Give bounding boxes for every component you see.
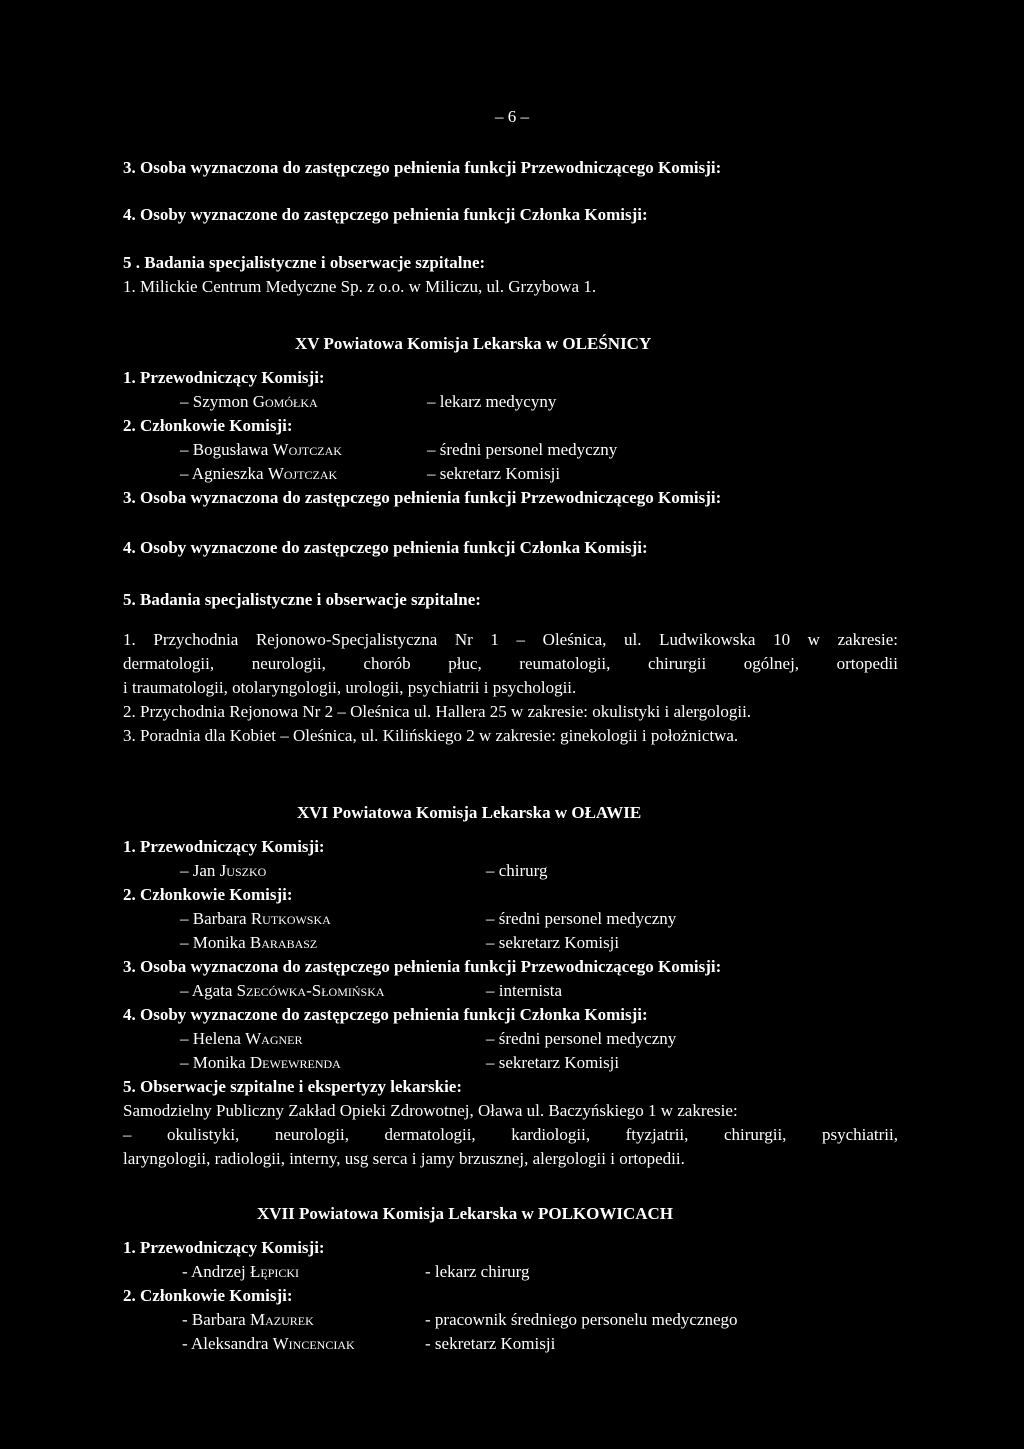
xvii-chair-heading: 1. Przewodniczący Komisji:	[123, 1238, 325, 1257]
xv-member-role: – sekretarz Komisji	[427, 464, 561, 483]
xvi-member-role: – sekretarz Komisji	[486, 933, 620, 952]
xv-clinic-1-line-1: 1. Przychodnia Rejonowo-Specjalistyczna Nr 1 – Oleśnica, ul. Ludwikowska 10 w zakresie:	[123, 630, 898, 649]
xv-deputy-members-heading: 4. Osoby wyznaczone do zastępczego pełnienia funkcji Członka Komisji:	[123, 538, 648, 557]
xv-clinic-1-line-3: i traumatologii, otolaryngologii, urologii, psychiatrii i psychologii.	[123, 678, 577, 697]
xvii-member-role: - pracownik średniego personelu medycznego	[425, 1310, 738, 1329]
xvi-deputy-member-name: – Monika Dewewrenda	[180, 1053, 341, 1072]
xv-chair-role: – lekarz medycyny	[427, 392, 557, 411]
xvi-deputy-member-role: – sekretarz Komisji	[486, 1053, 620, 1072]
xvii-member-name: - Barbara Mazurek	[182, 1310, 314, 1329]
xvi-deputy-member-role: – średni personel medyczny	[486, 1029, 677, 1048]
section-xvi-heading: XVI Powiatowa Komisja Lekarska w OŁAWIE	[297, 803, 642, 822]
xv-member-role: – średni personel medyczny	[427, 440, 618, 459]
xv-chair-name: – Szymon Gomółka	[180, 392, 318, 411]
top-item-5-line: 1. Milickie Centrum Medyczne Sp. z o.o. w Miliczu, ul. Grzybowa 1.	[123, 277, 597, 296]
xvi-observations-heading: 5. Obserwacje szpitalne i ekspertyzy lekarskie:	[123, 1077, 462, 1096]
xvi-members-heading: 2. Członkowie Komisji:	[123, 885, 293, 904]
xvi-deputy-members-heading: 4. Osoby wyznaczone do zastępczego pełnienia funkcji Członka Komisji:	[123, 1005, 648, 1024]
xv-deputy-chair-heading: 3. Osoba wyznaczona do zastępczego pełnienia funkcji Przewodniczącego Komisji:	[123, 488, 722, 507]
xvi-deputy-chair-role: – internista	[486, 981, 563, 1000]
section-xv-heading: XV Powiatowa Komisja Lekarska w OLEŚNICY	[295, 334, 652, 353]
xv-clinic-2: 2. Przychodnia Rejonowa Nr 2 – Oleśnica ul. Hallera 25 w zakresie: okulistyki i alergologii.	[123, 702, 752, 721]
xvii-members-heading: 2. Członkowie Komisji:	[123, 1286, 293, 1305]
xvi-chair-name: – Jan Juszko	[180, 861, 267, 880]
xv-exams-heading: 5. Badania specjalistyczne i obserwacje szpitalne:	[123, 590, 481, 609]
xvi-hospital-line-3: laryngologii, radiologii, interny, usg serca i jamy brzusznej, alergologii i ortopedii.	[123, 1149, 685, 1168]
xv-member-name: – Agnieszka Wojtczak	[180, 464, 338, 483]
xvi-deputy-chair-name: – Agata Szecówka-Słomińska	[180, 981, 385, 1000]
xvii-chair-name: - Andrzej Łępicki	[182, 1262, 300, 1281]
xvi-hospital-line-1: Samodzielny Publiczny Zakład Opieki Zdrowotnej, Oława ul. Baczyńskiego 1 w zakresie:	[123, 1101, 738, 1120]
xv-clinic-3: 3. Poradnia dla Kobiet – Oleśnica, ul. Kilińskiego 2 w zakresie: ginekologii i położnictwa.	[123, 726, 739, 745]
xvi-chair-heading: 1. Przewodniczący Komisji:	[123, 837, 325, 856]
xv-chair-heading: 1. Przewodniczący Komisji:	[123, 368, 325, 387]
top-item-4-heading: 4. Osoby wyznaczone do zastępczego pełnienia funkcji Członka Komisji:	[123, 205, 648, 224]
xvi-member-name: – Monika Barabasz	[180, 933, 318, 952]
xvii-chair-role: - lekarz chirurg	[425, 1262, 530, 1281]
xv-member-name: – Bogusława Wojtczak	[180, 440, 342, 459]
top-item-3-heading: 3. Osoba wyznaczona do zastępczego pełnienia funkcji Przewodniczącego Komisji:	[123, 158, 722, 177]
xvii-member-role: - sekretarz Komisji	[425, 1334, 556, 1353]
xvi-deputy-chair-heading: 3. Osoba wyznaczona do zastępczego pełnienia funkcji Przewodniczącego Komisji:	[123, 957, 722, 976]
top-item-5-heading: 5 . Badania specjalistyczne i obserwacje szpitalne:	[123, 253, 486, 272]
section-xvii-heading: XVII Powiatowa Komisja Lekarska w POLKOWICACH	[257, 1204, 674, 1223]
page-number: – 6 –	[495, 107, 529, 126]
xvi-hospital-line-2: – okulistyki, neurologii, dermatologii, kardiologii, ftyzjatrii, chirurgii, psychiatrii,	[123, 1125, 898, 1144]
xvi-member-name: – Barbara Rutkowska	[180, 909, 331, 928]
xvi-member-role: – średni personel medyczny	[486, 909, 677, 928]
xvi-chair-role: – chirurg	[486, 861, 548, 880]
xv-clinic-1-line-2: dermatologii, neurologii, chorób płuc, reumatologii, chirurgii ogólnej, ortopedii	[123, 654, 898, 673]
xvi-deputy-member-name: – Helena Wagner	[180, 1029, 303, 1048]
xvii-member-name: - Aleksandra Wincenciak	[182, 1334, 355, 1353]
xv-members-heading: 2. Członkowie Komisji:	[123, 416, 293, 435]
